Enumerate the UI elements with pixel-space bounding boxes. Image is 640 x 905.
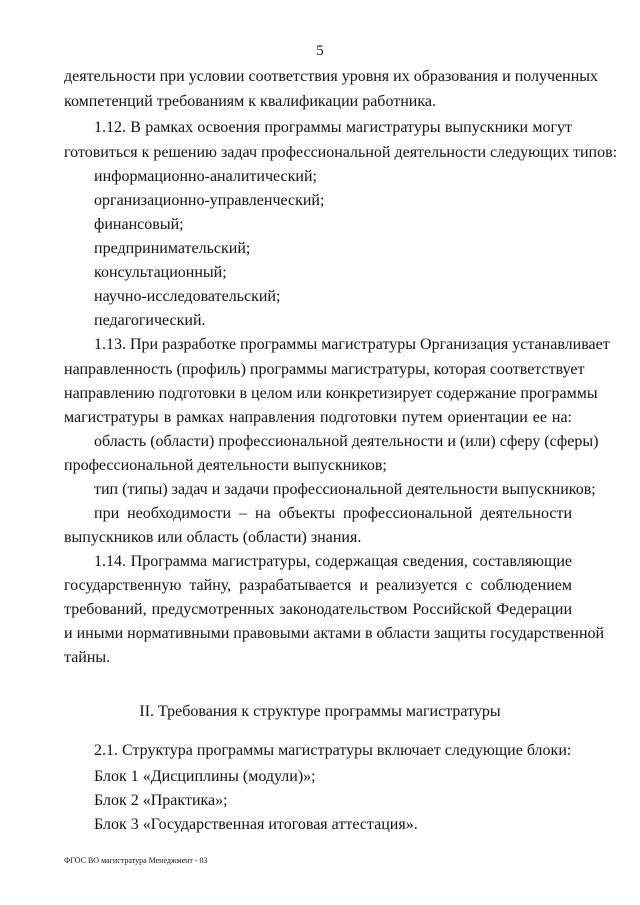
section-heading: II. Требования к структуре программы магистратуры <box>139 703 501 720</box>
list-item: Блок 3 «Государственная итоговая аттестация». <box>94 816 418 833</box>
list-item: Блок 1 «Дисциплины (модули)»; <box>94 768 316 785</box>
footer-note: ФГОС ВО магистратура Менеджмент - 03 <box>64 856 208 865</box>
list-item: Блок 2 «Практика»; <box>94 792 228 809</box>
text-line: 1.12. В рамках освоения программы магистратуры выпускники могут <box>94 119 572 136</box>
text-line: профессиональной деятельности выпускников; <box>64 457 387 474</box>
text-line: направленность (профиль) программы магистратуры, которая соответствует <box>64 361 585 378</box>
text-line: магистратуры в рамках направления подготовки путем ориентации ее на: <box>64 409 572 426</box>
text-line: деятельности при условии соответствия уровня их образования и полученных <box>64 68 599 85</box>
list-item: информационно-аналитический; <box>94 168 317 185</box>
text-line: выпускников или область (области) знания. <box>64 529 362 546</box>
text-line: государственную тайну, разрабатывается и реализуется с соблюдением <box>64 577 572 594</box>
list-item: научно-исследовательский; <box>94 288 281 305</box>
text-line: 2.1. Структура программы магистратуры включает следующие блоки: <box>94 742 572 759</box>
list-item: консультационный; <box>94 264 227 281</box>
text-line: готовиться к решению задач профессиональной деятельности следующих типов: <box>64 144 618 161</box>
list-item: предпринимательский; <box>94 240 251 257</box>
page-number: 5 <box>316 43 324 59</box>
text-line: тип (типы) задач и задачи профессиональной деятельности выпускников; <box>94 481 596 498</box>
list-item: педагогический. <box>94 312 206 329</box>
text-line: компетенций требованиям к квалификации работника. <box>64 93 436 110</box>
text-line: требований, предусмотренных законодательством Российской Федерации <box>64 601 572 618</box>
text-line: 1.13. При разработке программы магистратуры Организация устанавливает <box>94 336 610 353</box>
list-item: организационно-управленческий; <box>94 192 325 209</box>
text-line: область (области) профессиональной деятельности и (или) сферу (сферы) <box>94 433 599 450</box>
list-item: финансовый; <box>94 216 184 233</box>
text-line: тайны. <box>64 649 111 666</box>
text-line: 1.14. Программа магистратуры, содержащая сведения, составляющие <box>94 553 572 570</box>
text-line: при необходимости – на объекты профессиональной деятельности <box>94 505 572 522</box>
text-line: и иными нормативными правовыми актами в области защиты государственной <box>64 625 605 642</box>
text-line: направлению подготовки в целом или конкретизирует содержание программы <box>64 385 598 402</box>
